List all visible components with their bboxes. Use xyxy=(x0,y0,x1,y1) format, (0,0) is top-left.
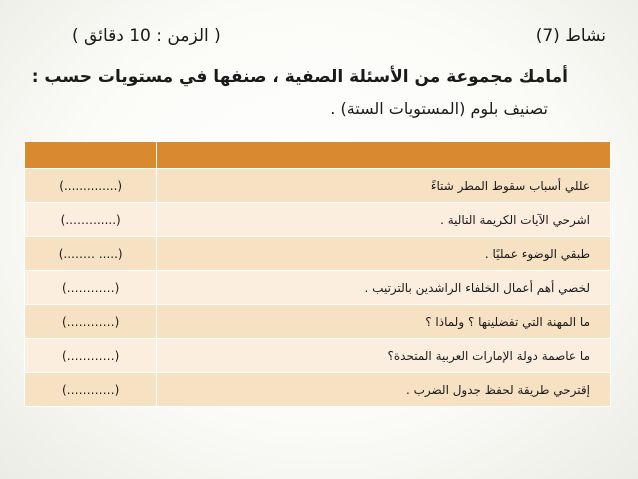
question-cell: طبقي الوضوء عمليًا . xyxy=(157,237,611,271)
activity-title: نشاط (7) xyxy=(535,26,606,46)
header-cell-question xyxy=(157,142,611,169)
table-row xyxy=(25,339,611,373)
question-cell: لخصي أهم أعمال الخلفاء الراشدين بالترتيب . xyxy=(157,271,611,305)
header-cell-level xyxy=(25,142,157,169)
table-header-row xyxy=(25,142,611,169)
table-row xyxy=(25,271,611,305)
level-cell[interactable]: (…………) xyxy=(25,339,157,373)
level-cell[interactable]: (.....……..) xyxy=(25,203,157,237)
time-limit: ( الزمن : 10 دقائق ) xyxy=(72,26,221,46)
question-cell: إقترحي طريقة لحفظ جدول الضرب . xyxy=(157,373,611,407)
question-cell: اشرحي الآيات الكريمة التالية . xyxy=(157,203,611,237)
level-cell[interactable]: (..... ……..) xyxy=(25,237,157,271)
table-row xyxy=(25,237,611,271)
table-row xyxy=(25,203,611,237)
table-row xyxy=(25,305,611,339)
level-cell[interactable]: (…………) xyxy=(25,305,157,339)
table-row xyxy=(25,169,611,203)
question-cell: ما المهنة التي تفضلينها ؟ ولماذا ؟ xyxy=(157,305,611,339)
level-cell[interactable]: (…………) xyxy=(25,271,157,305)
question-cell: عللي أسباب سقوط المطر شتاءً xyxy=(157,169,611,203)
level-cell[interactable]: (…………) xyxy=(25,373,157,407)
instruction-line-1: أمامك مجموعة من الأسئلة الصفية ، صنفها في مستويات حسب : xyxy=(31,67,568,87)
question-cell: ما عاصمة دولة الإمارات العربية المتحدة؟ xyxy=(157,339,611,373)
table-row xyxy=(25,373,611,407)
classification-table xyxy=(24,141,611,407)
level-cell[interactable]: (..............) xyxy=(25,169,157,203)
instruction-line-2: تصنيف بلوم (المستويات الستة) . xyxy=(330,99,548,118)
